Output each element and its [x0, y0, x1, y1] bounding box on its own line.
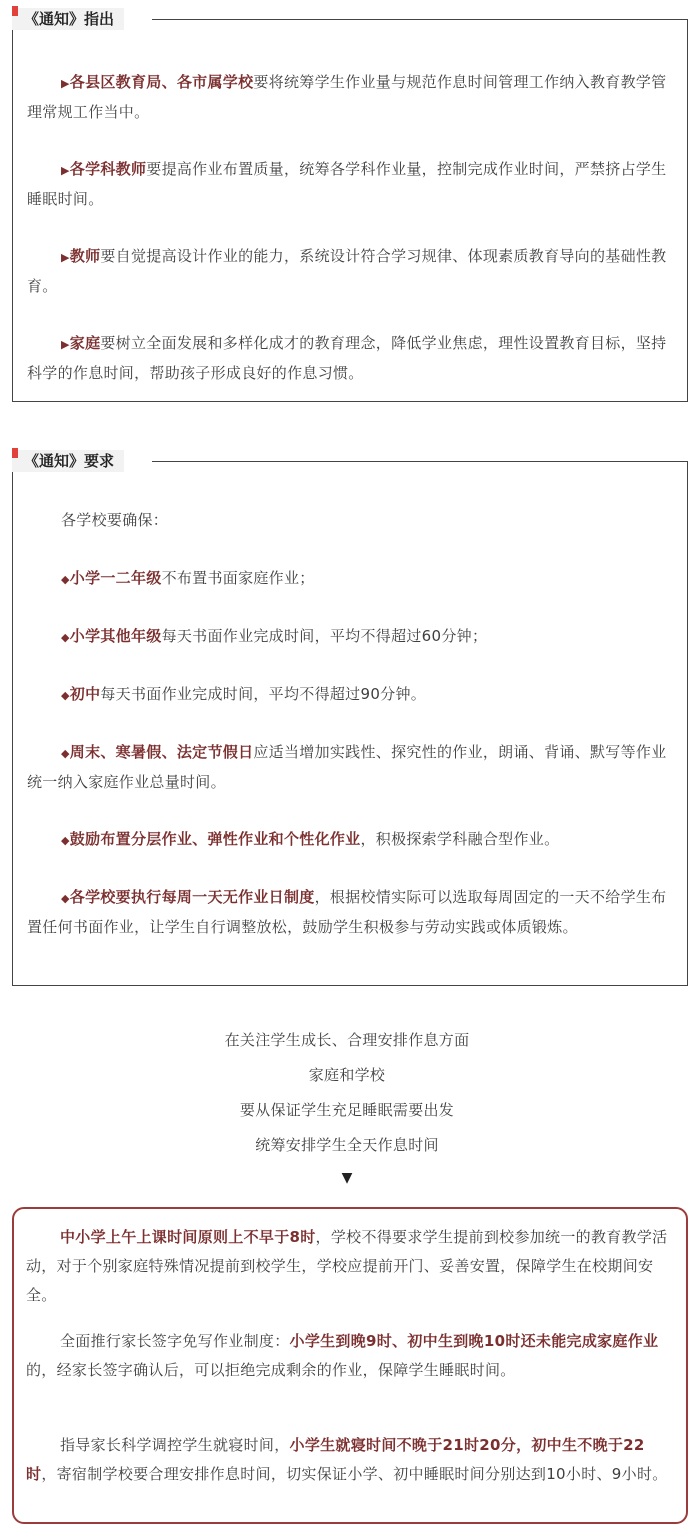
notice-points-section — [12, 8, 688, 402]
rule-highlight: 中小学上午上课时间原则上不早于8时 — [60, 1228, 316, 1246]
section-tag — [12, 8, 124, 30]
triangle-bullet-icon: ▶ — [61, 338, 70, 351]
rule-paragraph — [26, 1431, 672, 1489]
triangle-bullet-icon: ▶ — [61, 77, 70, 90]
notice-requirements-section — [12, 450, 688, 986]
center-line: 在关注学生成长、合理安排作息方面 — [224, 1031, 470, 1049]
list-item — [27, 329, 676, 388]
item-text: 每天书面作业完成时间，平均不得超过60分钟； — [161, 627, 488, 645]
center-line: 要从保证学生充足睡眠需要出发 — [239, 1101, 455, 1119]
triangle-bullet-icon: ▶ — [61, 164, 70, 177]
item-highlight: 家庭 — [69, 334, 101, 352]
rule-pre: 全面推行家长签字免写作业制度： — [60, 1332, 290, 1350]
rule-paragraph — [26, 1327, 672, 1385]
list-item — [27, 155, 676, 214]
tag-line — [152, 461, 688, 462]
rule-text: ，学校不得要求学生提前到校参加统一的教育教学活动，对于个别家庭特殊情况提前到校学生，学校应提前开门、妥善安置，保障学生在校期间安全。 — [26, 1228, 668, 1304]
tag-marker — [12, 6, 18, 16]
rule-text: 的，经家长签字确认后，可以拒绝完成剩余的作业，保障学生睡眠时间。 — [26, 1361, 516, 1379]
list-item — [27, 242, 676, 301]
item-text: 要树立全面发展和多样化成才的教育理念，降低学业焦虑，理性设置教育目标，坚持科学的作息时间，帮助孩子形成良好的作息习惯。 — [27, 334, 667, 382]
list-item — [27, 68, 676, 127]
item-highlight: 小学一二年级 — [69, 569, 162, 587]
diamond-bullet-icon: ◆ — [61, 573, 70, 586]
item-highlight: 教师 — [69, 247, 101, 265]
center-line: 家庭和学校 — [308, 1066, 386, 1084]
list-item — [27, 680, 676, 710]
item-text: 每天书面作业完成时间，平均不得超过90分钟。 — [100, 685, 427, 703]
item-highlight: 各学校要执行每周一天无作业日制度 — [69, 888, 315, 906]
rule-pre: 指导家长科学调控学生就寝时间， — [60, 1436, 290, 1454]
diamond-bullet-icon: ◆ — [61, 834, 70, 847]
rule-highlight: 小学生到晚9时、初中生到晚10时还未能完成家庭作业 — [289, 1332, 659, 1350]
section-tag-label: 《通知》指出 — [24, 10, 115, 28]
list-item — [27, 883, 676, 942]
item-text: 要自觉提高设计作业的能力，系统设计符合学习规律、体现素质教育导向的基础性教育。 — [27, 247, 667, 295]
item-highlight: 小学其他年级 — [69, 627, 162, 645]
tag-line — [152, 19, 688, 20]
item-text: 要提高作业布置质量，统筹各学科作业量，控制完成作业时间，严禁挤占学生睡眠时间。 — [27, 160, 667, 208]
schedule-rules-box — [12, 1207, 688, 1524]
item-highlight: 各学科教师 — [69, 160, 147, 178]
list-item — [27, 622, 676, 652]
down-arrow-icon: ▼ — [341, 1170, 353, 1186]
item-highlight: 各县区教育局、各市属学校 — [69, 73, 254, 91]
tag-marker — [12, 448, 18, 458]
list-item — [27, 738, 676, 797]
diamond-bullet-icon: ◆ — [61, 689, 70, 702]
diamond-bullet-icon: ◆ — [61, 631, 70, 644]
intro-text: 各学校要确保： — [61, 511, 169, 529]
item-highlight: 初中 — [69, 685, 101, 703]
section-tag-label: 《通知》要求 — [24, 452, 115, 470]
diamond-bullet-icon: ◆ — [61, 892, 70, 905]
diamond-bullet-icon: ◆ — [61, 747, 70, 760]
center-line: 统筹安排学生全天作息时间 — [255, 1136, 439, 1154]
rule-paragraph — [26, 1223, 672, 1310]
triangle-bullet-icon: ▶ — [61, 251, 70, 264]
rule-text: ，寄宿制学校要合理安排作息时间，切实保证小学、初中睡眠时间分别达到10小时、9小时。 — [41, 1465, 668, 1483]
item-text: 要将统筹学生作业量与规范作息时间管理工作纳入教育教学管理常规工作当中。 — [27, 73, 667, 121]
item-highlight: 鼓励布置分层作业、弹性作业和个性化作业 — [69, 830, 361, 848]
item-text: 应适当增加实践性、探究性的作业，朗诵、背诵、默写等作业统一纳入家庭作业总量时间。 — [27, 743, 667, 791]
rule-highlight: 小学生就寝时间不晚于21时20分，初中生不晚于22时 — [26, 1436, 645, 1483]
item-highlight: 周末、寒暑假、法定节假日 — [69, 743, 254, 761]
list-item — [27, 564, 676, 594]
item-text: ，积极探索学科融合型作业。 — [360, 830, 560, 848]
list-item — [27, 825, 676, 855]
item-text: 不布置书面家庭作业； — [161, 569, 315, 587]
item-text: ，根据校情实际可以选取每周固定的一天不给学生布置任何书面作业，让学生自行调整放松，鼓励学生积极参与劳动实践或体质锻炼。 — [27, 888, 667, 936]
section-tag — [12, 450, 124, 472]
